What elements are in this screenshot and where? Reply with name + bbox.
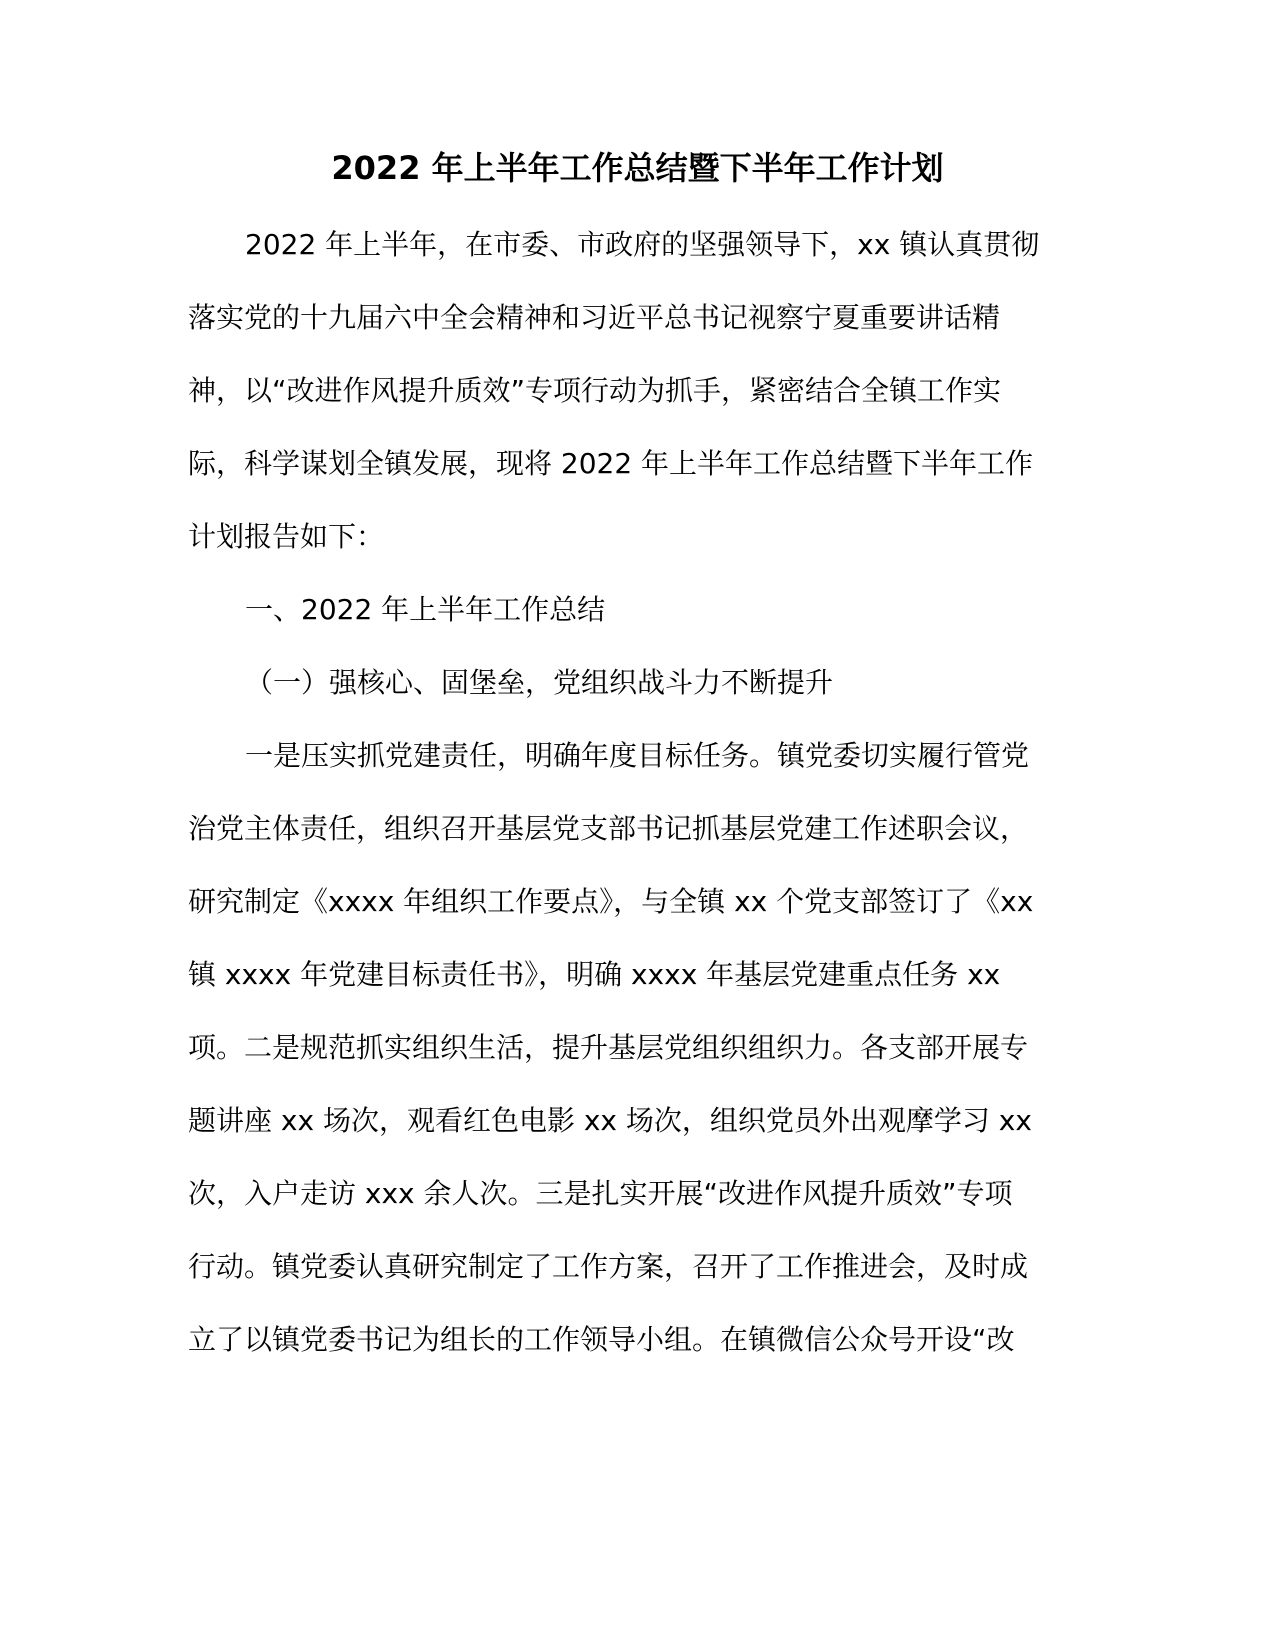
paragraph-line: 落实党的十九届六中全会精神和习近平总书记视察宁夏重要讲话精 <box>188 301 1001 334</box>
paragraph-line: 研究制定《xxxx 年组织工作要点》，与全镇 xx 个党支部签订了《xx <box>188 885 1034 918</box>
paragraph-line: 行动。镇党委认真研究制定了工作方案，召开了工作推进会，及时成 <box>188 1250 1029 1283</box>
paragraph-line: 2022 年上半年，在市委、市政府的坚强领导下，xx 镇认真贯彻 <box>245 228 1040 261</box>
paragraph-line: 镇 xxxx 年党建目标责任书》，明确 xxxx 年基层党建重点任务 xx <box>188 958 1001 991</box>
paragraph-line: 际，科学谋划全镇发展，现将 2022 年上半年工作总结暨下半年工作 <box>188 447 1034 480</box>
paragraph-line: 一是压实抓党建责任，明确年度目标任务。镇党委切实履行管党 <box>245 739 1030 772</box>
document-title: 2022 年上半年工作总结暨下半年工作计划 <box>331 149 944 187</box>
paragraph-line: 题讲座 xx 场次，观看红色电影 xx 场次，组织党员外出观摩学习 xx <box>188 1104 1032 1137</box>
paragraph-line: 次，入户走访 xxx 余人次。三是扎实开展“改进作风提升质效”专项 <box>188 1177 1013 1210</box>
section-heading: 一、2022 年上半年工作总结 <box>245 593 606 626</box>
paragraph-line: 治党主体责任，组织召开基层党支部书记抓基层党建工作述职会议， <box>188 812 1029 845</box>
paragraph-line: 项。二是规范抓实组织生活，提升基层党组织组织力。各支部开展专 <box>188 1031 1029 1064</box>
subsection-heading: （一）强核心、固堡垒，党组织战斗力不断提升 <box>245 666 834 699</box>
paragraph-line: 神，以“改进作风提升质效”专项行动为抓手，紧密结合全镇工作实 <box>188 374 1002 407</box>
paragraph-line: 立了以镇党委书记为组长的工作领导小组。在镇微信公众号开设“改 <box>188 1323 1015 1356</box>
paragraph-line: 计划报告如下： <box>188 520 385 553</box>
